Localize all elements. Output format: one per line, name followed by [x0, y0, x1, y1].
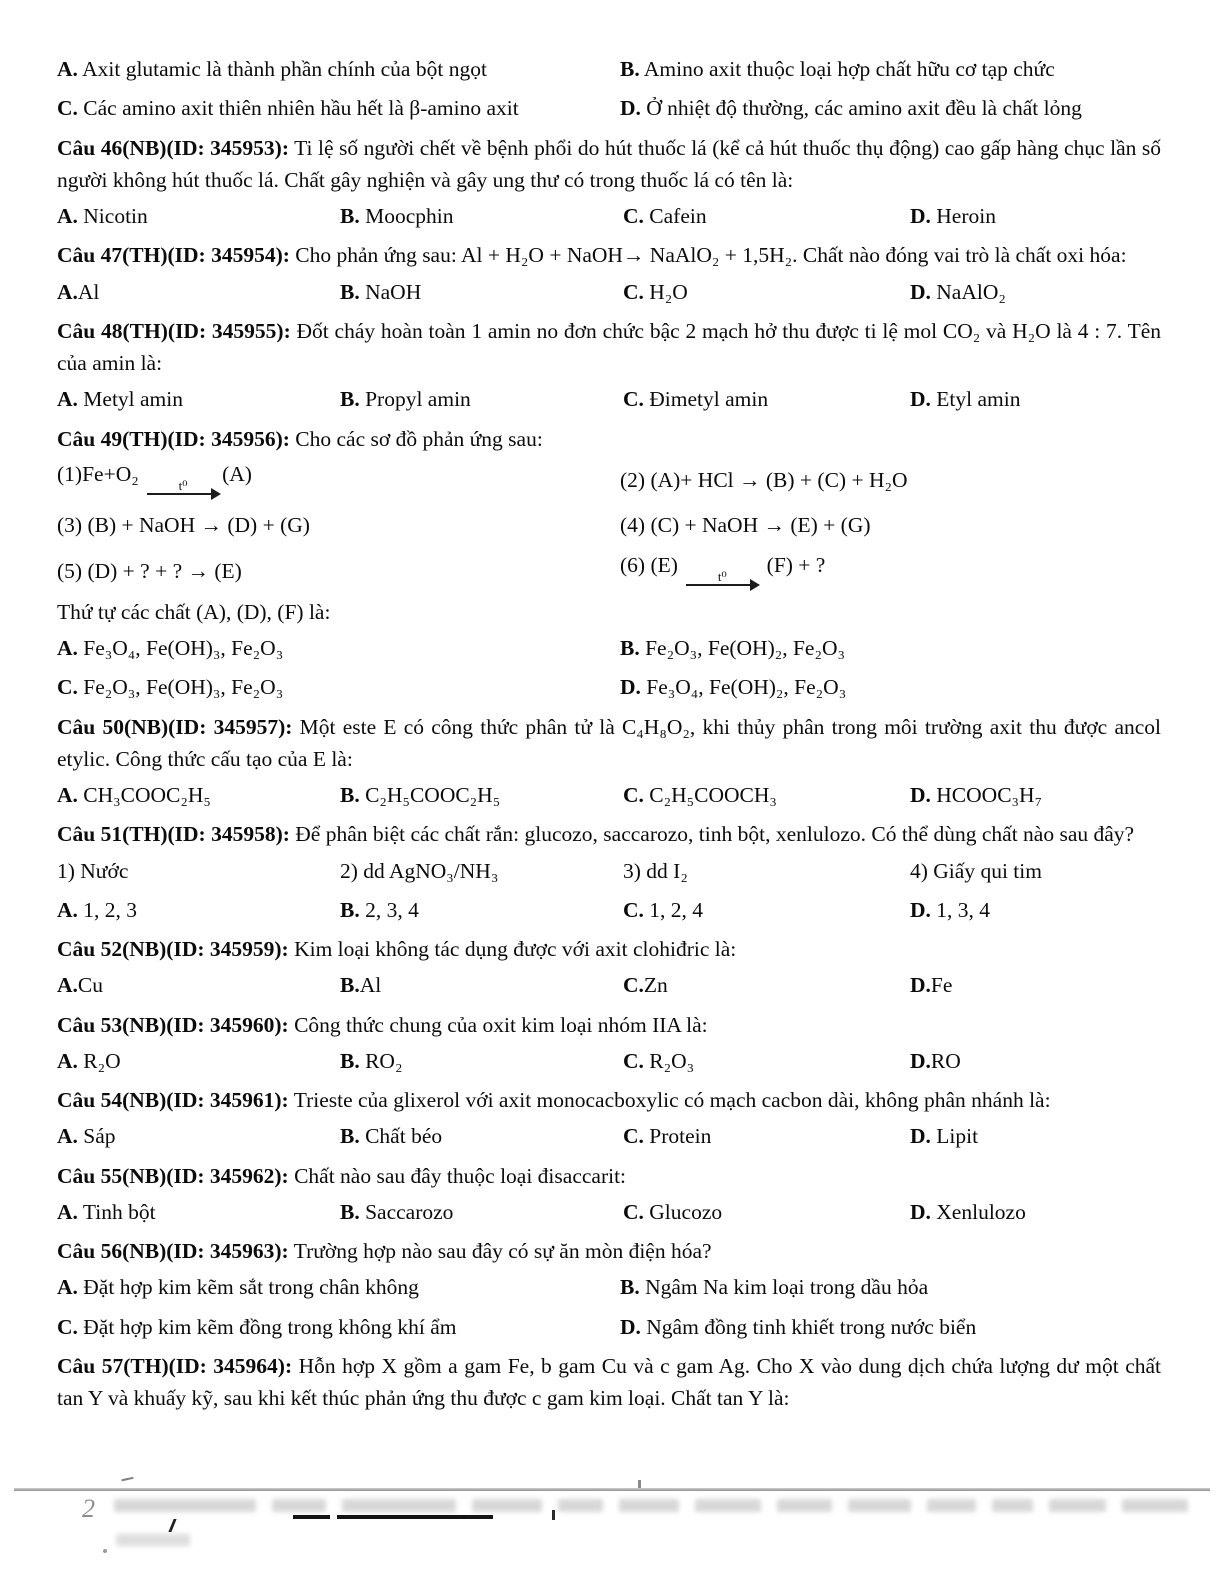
question-51-items: [57, 855, 1161, 887]
option-c: [623, 1120, 910, 1152]
option-b-letter: B.: [620, 1275, 640, 1300]
option-b: [340, 200, 623, 232]
option-a-text: CH₃COOC₂H₅: [77, 783, 211, 807]
arrow-shaft: [147, 493, 219, 495]
option-c: [57, 1311, 620, 1343]
question-49-order-text: Thứ tự các chất (A), (D), (F) là:: [57, 599, 331, 624]
item-1: 1) Nước: [57, 858, 129, 883]
question-57-stem: Hỗn hợp X gồm a gam Fe, b gam Cu và c gam Ag. Cho X vào dung dịch chứa lượng dư một chất tan Y và khuấy kỹ, sau khi kết thúc phản ứng thu được c gam kim loại. Chất tan Y là:: [57, 1353, 1161, 1410]
option-b-letter: B.: [340, 1199, 360, 1224]
option-d: [620, 1311, 1161, 1343]
question-55-options: [57, 1196, 1161, 1228]
option-a-text: Fe₃O₄, Fe(OH)₃, Fe₂O₃: [77, 636, 284, 660]
item-4: 4) Giấy qui tim: [910, 858, 1042, 883]
option-b: [340, 894, 623, 926]
scheme-row-2: [57, 505, 1161, 546]
footer-divider-line: [14, 1488, 1210, 1491]
option-d-text: Ngâm đồng tinh khiết trong nước biển: [640, 1314, 977, 1339]
question-49-label: Câu 49(TH)(ID: 345956):: [57, 426, 290, 451]
question-53-options: [57, 1045, 1161, 1077]
option-b: [620, 53, 1161, 85]
question-56-options-row-1: [57, 1271, 1161, 1303]
option-c-text: Đimetyl amin: [643, 387, 769, 412]
option-c-text: Zn: [643, 973, 668, 998]
option-a-text: 1, 2, 3: [77, 897, 138, 922]
arrow-condition-label: t⁰: [178, 477, 188, 493]
option-d: [910, 969, 1161, 1001]
question-49-options-row-1: [57, 632, 1161, 664]
option-d-text: Heroin: [930, 204, 996, 228]
option-c-text: Các amino axit thiên nhiên hầu hết là β-amino axit: [77, 96, 519, 121]
arrow-condition-label: t⁰: [717, 568, 727, 584]
option-d: [910, 383, 1161, 415]
question-47-label: Câu 47(TH)(ID: 345954):: [57, 243, 290, 268]
option-d: [910, 276, 1161, 308]
option-d: [910, 200, 1161, 232]
question-52-stem: Kim loại không tác dụng được với axit clohiđric là:: [288, 937, 737, 961]
option-d-letter: D.: [620, 96, 641, 121]
option-b-text: C₂H₅COOC₂H₅: [359, 783, 501, 807]
question-51-label: Câu 51(TH)(ID: 345958):: [57, 822, 290, 847]
option-a-text: Metyl amin: [77, 387, 184, 412]
option-a-text: Đặt hợp kim kẽm sắt trong chân không: [77, 1275, 419, 1300]
option-a-letter: A.: [57, 783, 78, 807]
option-d-letter: D.: [910, 973, 931, 998]
option-d: [620, 92, 1161, 124]
question-54-label: Câu 54(NB)(ID: 345961):: [57, 1088, 289, 1112]
option-c: [57, 92, 620, 124]
reaction-arrow-icon: [686, 570, 758, 592]
scheme-4: (4) (C) + NaOH → (E) + (G): [620, 513, 871, 538]
question-47: [57, 239, 1161, 271]
question-48: [57, 315, 1161, 380]
option-c-letter: C.: [623, 1048, 644, 1073]
option-a-letter: A.: [57, 204, 78, 228]
option-b-text: RO₂: [359, 1048, 403, 1073]
option-b-text: Saccarozo: [359, 1199, 454, 1224]
option-c: [57, 671, 620, 703]
option-c-letter: C.: [623, 897, 644, 922]
option-d-letter: D.: [910, 1199, 931, 1224]
scheme-1: [57, 459, 620, 501]
option-b-letter: B.: [340, 897, 360, 922]
option-a-letter: A.: [57, 973, 78, 998]
option-b-text: Amino axit thuộc loại hợp chất hữu cơ tạp chức: [639, 57, 1055, 81]
option-d-letter: D.: [910, 1048, 931, 1073]
option-a: [57, 779, 340, 811]
option-b-letter: B.: [340, 1124, 360, 1149]
faded-watermark-text-line-2: [116, 1534, 190, 1546]
option-b: [340, 969, 623, 1001]
scheme-5: (5) (D) + ? + ? → (E): [57, 558, 242, 583]
option-c-text: R₂O₃: [643, 1048, 695, 1073]
question-56-label: Câu 56(NB)(ID: 345963):: [57, 1239, 289, 1263]
scheme-3: (3) (B) + NaOH → (D) + (G): [57, 513, 310, 538]
question-56-options-row-2: [57, 1311, 1161, 1343]
question-50-label: Câu 50(NB)(ID: 345957):: [57, 714, 293, 739]
question-52-options: [57, 969, 1161, 1001]
option-b-text: Moocphin: [359, 204, 454, 228]
ink-dash-short: [293, 1515, 330, 1519]
option-c-letter: C.: [623, 1199, 644, 1224]
scheme-row-1: [57, 459, 1161, 501]
scheme-6: [620, 550, 1161, 592]
option-a: [57, 1196, 340, 1228]
option-c-text: C₂H₅COOCH₃: [643, 783, 777, 807]
option-c: [623, 383, 910, 415]
question-54-options: [57, 1120, 1161, 1152]
question-50-stem: Một este E có công thức phân tử là C₄H₈O₂, khi thủy phân trong môi trường axit thu được ancol etylic. Công thức cấu tạo của E là:: [57, 714, 1162, 771]
option-c-letter: C.: [57, 96, 78, 121]
option-d-letter: D.: [910, 279, 931, 304]
option-c-text: 1, 2, 4: [643, 897, 704, 922]
option-c: [623, 1045, 910, 1077]
option-b-text: NaOH: [359, 279, 422, 304]
option-d-text: Lipit: [930, 1124, 979, 1149]
option-b-letter: B.: [340, 279, 360, 304]
option-c-letter: C.: [57, 1314, 78, 1339]
option-d-text: Ở nhiệt độ thường, các amino axit đều là chất lỏng: [640, 96, 1082, 121]
option-b: [620, 632, 1161, 664]
option-b-text: Al: [359, 973, 382, 998]
option-d-text: RO: [930, 1048, 961, 1073]
question-49-options-row-2: [57, 671, 1161, 703]
option-d-text: 1, 3, 4: [930, 897, 991, 922]
option-c: [623, 894, 910, 926]
question-47-stem: Cho phản ứng sau: Al + H₂O + NaOH→ NaAlO₂ + 1,5H₂. Chất nào đóng vai trò là chất oxi hóa:: [289, 243, 1127, 268]
option-a-letter: A.: [57, 279, 78, 304]
option-c-text: Protein: [643, 1124, 712, 1149]
question-53: [57, 1009, 1161, 1041]
option-b-letter: B.: [340, 973, 360, 998]
option-a: [57, 53, 620, 85]
option-b: [340, 383, 623, 415]
page-number: 2: [82, 1494, 95, 1523]
question-55: [57, 1160, 1161, 1192]
option-b-letter: B.: [340, 783, 360, 807]
scheme-2: (2) (A)+ HCl → (B) + (C) + H₂O: [620, 467, 908, 492]
arrow-shaft: [686, 584, 758, 586]
option-d-letter: D.: [910, 897, 931, 922]
question-54: [57, 1084, 1161, 1116]
question-55-stem: Chất nào sau đây thuộc loại đisaccarit:: [288, 1163, 627, 1188]
option-d-letter: D.: [910, 387, 931, 412]
question-57: [57, 1350, 1161, 1415]
question-46-label: Câu 46(NB)(ID: 345953):: [57, 135, 289, 160]
ink-tick: [552, 1510, 555, 1520]
option-d-letter: D.: [910, 204, 931, 228]
option-a-text: Sáp: [77, 1124, 116, 1149]
ink-tick-small: [638, 1480, 641, 1488]
item-3: 3) dd I₂: [623, 858, 688, 883]
question-54-stem: Trieste của glixerol với axit monocacboxylic có mạch cacbon dài, không phân nhánh là:: [288, 1088, 1051, 1112]
question-50-options: [57, 779, 1161, 811]
option-a: [57, 1271, 620, 1303]
option-c-letter: C.: [623, 783, 644, 807]
question-52-label: Câu 52(NB)(ID: 345959):: [57, 937, 289, 961]
option-a: [57, 1120, 340, 1152]
option-a-letter: A.: [57, 1199, 78, 1224]
scheme-6-pre: (6) (E): [620, 552, 684, 577]
option-a-letter: A.: [57, 387, 78, 412]
option-b-text: Ngâm Na kim loại trong dầu hỏa: [639, 1275, 929, 1300]
option-c-text: Fe₂O₃, Fe(OH)₃, Fe₂O₃: [77, 675, 284, 700]
option-a: [57, 1045, 340, 1077]
question-53-label: Câu 53(NB)(ID: 345960):: [57, 1012, 289, 1037]
question-49-stem: Cho các sơ đồ phản ứng sau:: [289, 426, 543, 451]
option-b-letter: B.: [620, 57, 640, 81]
option-a: [57, 383, 340, 415]
option-a: [57, 200, 340, 232]
question-56-stem: Trường hợp nào sau đây có sự ăn mòn điện hóa?: [288, 1239, 712, 1263]
scheme-row-3: [57, 550, 1161, 592]
option-c-text: Đặt hợp kim kẽm đồng trong không khí ẩm: [77, 1314, 457, 1339]
question-46-stem: Ti lệ số người chết về bệnh phổi do hút thuốc lá (kể cả hút thuốc thụ động) cao gấp hàng chục lần số người không hút thuốc lá. Chất gây nghiện và gây ung thư có trong thuốc lá có tên là:: [57, 135, 1162, 192]
option-b-letter: B.: [340, 1048, 360, 1073]
option-a-text: Axit glutamic là thành phần chính của bột ngọt: [77, 57, 487, 81]
option-a-text: Cu: [77, 973, 103, 998]
option-d: [910, 1045, 1161, 1077]
option-d-text: Etyl amin: [930, 387, 1021, 412]
question-48-label: Câu 48(TH)(ID: 345955):: [57, 318, 291, 343]
option-d-text: Fe: [930, 973, 953, 998]
option-c: [623, 276, 910, 308]
option-d-text: NaAlO₂: [930, 279, 1006, 304]
option-b-letter: B.: [620, 636, 640, 660]
question-51-options: [57, 894, 1161, 926]
option-a: [57, 894, 340, 926]
option-b-letter: B.: [340, 387, 360, 412]
carry-options-row-1: [57, 53, 1161, 85]
option-b-text: 2, 3, 4: [359, 897, 419, 922]
question-53-stem: Công thức chung của oxit kim loại nhóm IIA là:: [288, 1012, 708, 1037]
option-a-letter: A.: [57, 57, 78, 81]
ink-dot: [103, 1549, 107, 1553]
option-a-letter: A.: [57, 1275, 78, 1300]
carry-options-row-2: [57, 92, 1161, 124]
option-d: [910, 779, 1161, 811]
question-50: [57, 711, 1161, 776]
option-b: [340, 1120, 623, 1152]
option-d: [910, 894, 1161, 926]
option-d-letter: D.: [620, 1314, 641, 1339]
question-51: [57, 818, 1161, 850]
option-c: [623, 779, 910, 811]
option-a: [57, 969, 340, 1001]
option-b: [340, 779, 623, 811]
option-d-letter: D.: [910, 783, 931, 807]
option-a-text: Nicotin: [77, 204, 148, 228]
faded-watermark-text: [114, 1499, 1188, 1512]
option-c-letter: C.: [623, 973, 644, 998]
question-47-options: [57, 276, 1161, 308]
option-c-letter: C.: [623, 279, 644, 304]
option-d-text: Xenlulozo: [930, 1199, 1026, 1224]
option-c: [623, 200, 910, 232]
question-56: [57, 1235, 1161, 1267]
question-46-options: [57, 200, 1161, 232]
item-2: 2) dd AgNO₃/NH₃: [340, 858, 499, 883]
option-b: [620, 1271, 1161, 1303]
option-b-text: Chất béo: [359, 1124, 443, 1149]
scheme-6-post: (F) + ?: [761, 552, 826, 577]
option-a-letter: A.: [57, 1048, 78, 1073]
option-a-text: Al: [77, 279, 100, 304]
option-c-letter: C.: [623, 204, 644, 228]
question-55-label: Câu 55(NB)(ID: 345962):: [57, 1163, 289, 1188]
question-46: [57, 132, 1161, 197]
scheme-1-pre: (1)Fe+O₂: [57, 461, 145, 486]
option-c-text: H₂O: [643, 279, 688, 304]
option-a-letter: A.: [57, 897, 78, 922]
option-c-text: Cafein: [643, 204, 707, 228]
question-51-stem: Để phân biệt các chất rắn: glucozo, saccarozo, tinh bột, xenlulozo. Có thể dùng chất nào sau đây?: [289, 822, 1135, 847]
option-a-letter: A.: [57, 636, 78, 660]
option-b-text: Propyl amin: [359, 387, 471, 412]
scheme-1-post: (A): [222, 461, 252, 486]
question-52: [57, 933, 1161, 965]
option-c-letter: C.: [623, 387, 644, 412]
option-b: [340, 1196, 623, 1228]
option-d: [910, 1196, 1161, 1228]
option-d-text: HCOOC₃H₇: [930, 783, 1043, 807]
option-c: [623, 1196, 910, 1228]
option-a-text: R₂O: [77, 1048, 121, 1073]
ink-dash-long: [337, 1515, 493, 1519]
option-d-letter: D.: [620, 675, 641, 700]
option-b-letter: B.: [340, 204, 360, 228]
option-a-text: Tinh bột: [77, 1199, 156, 1224]
option-c-text: Glucozo: [643, 1199, 723, 1224]
option-a-letter: A.: [57, 1124, 78, 1149]
reaction-arrow-icon: [147, 479, 219, 501]
option-a: [57, 632, 620, 664]
option-d: [910, 1120, 1161, 1152]
question-49: [57, 423, 1161, 455]
question-48-options: [57, 383, 1161, 415]
question-48-stem: Đốt cháy hoàn toàn 1 amin no đơn chức bậc 2 mạch hở thu được ti lệ mol CO₂ và H₂O là 4 : 7. Tên của amin là:: [57, 318, 1162, 375]
option-d-text: Fe₃O₄, Fe(OH)₂, Fe₂O₃: [640, 675, 847, 700]
option-b-text: Fe₂O₃, Fe(OH)₂, Fe₂O₃: [639, 636, 845, 660]
option-a: [57, 276, 340, 308]
option-c: [623, 969, 910, 1001]
option-d-letter: D.: [910, 1124, 931, 1149]
option-c-letter: C.: [57, 675, 78, 700]
option-d: [620, 671, 1161, 703]
option-b: [340, 1045, 623, 1077]
option-c-letter: C.: [623, 1124, 644, 1149]
question-57-label: Câu 57(TH)(ID: 345964):: [57, 1353, 293, 1378]
option-b: [340, 276, 623, 308]
